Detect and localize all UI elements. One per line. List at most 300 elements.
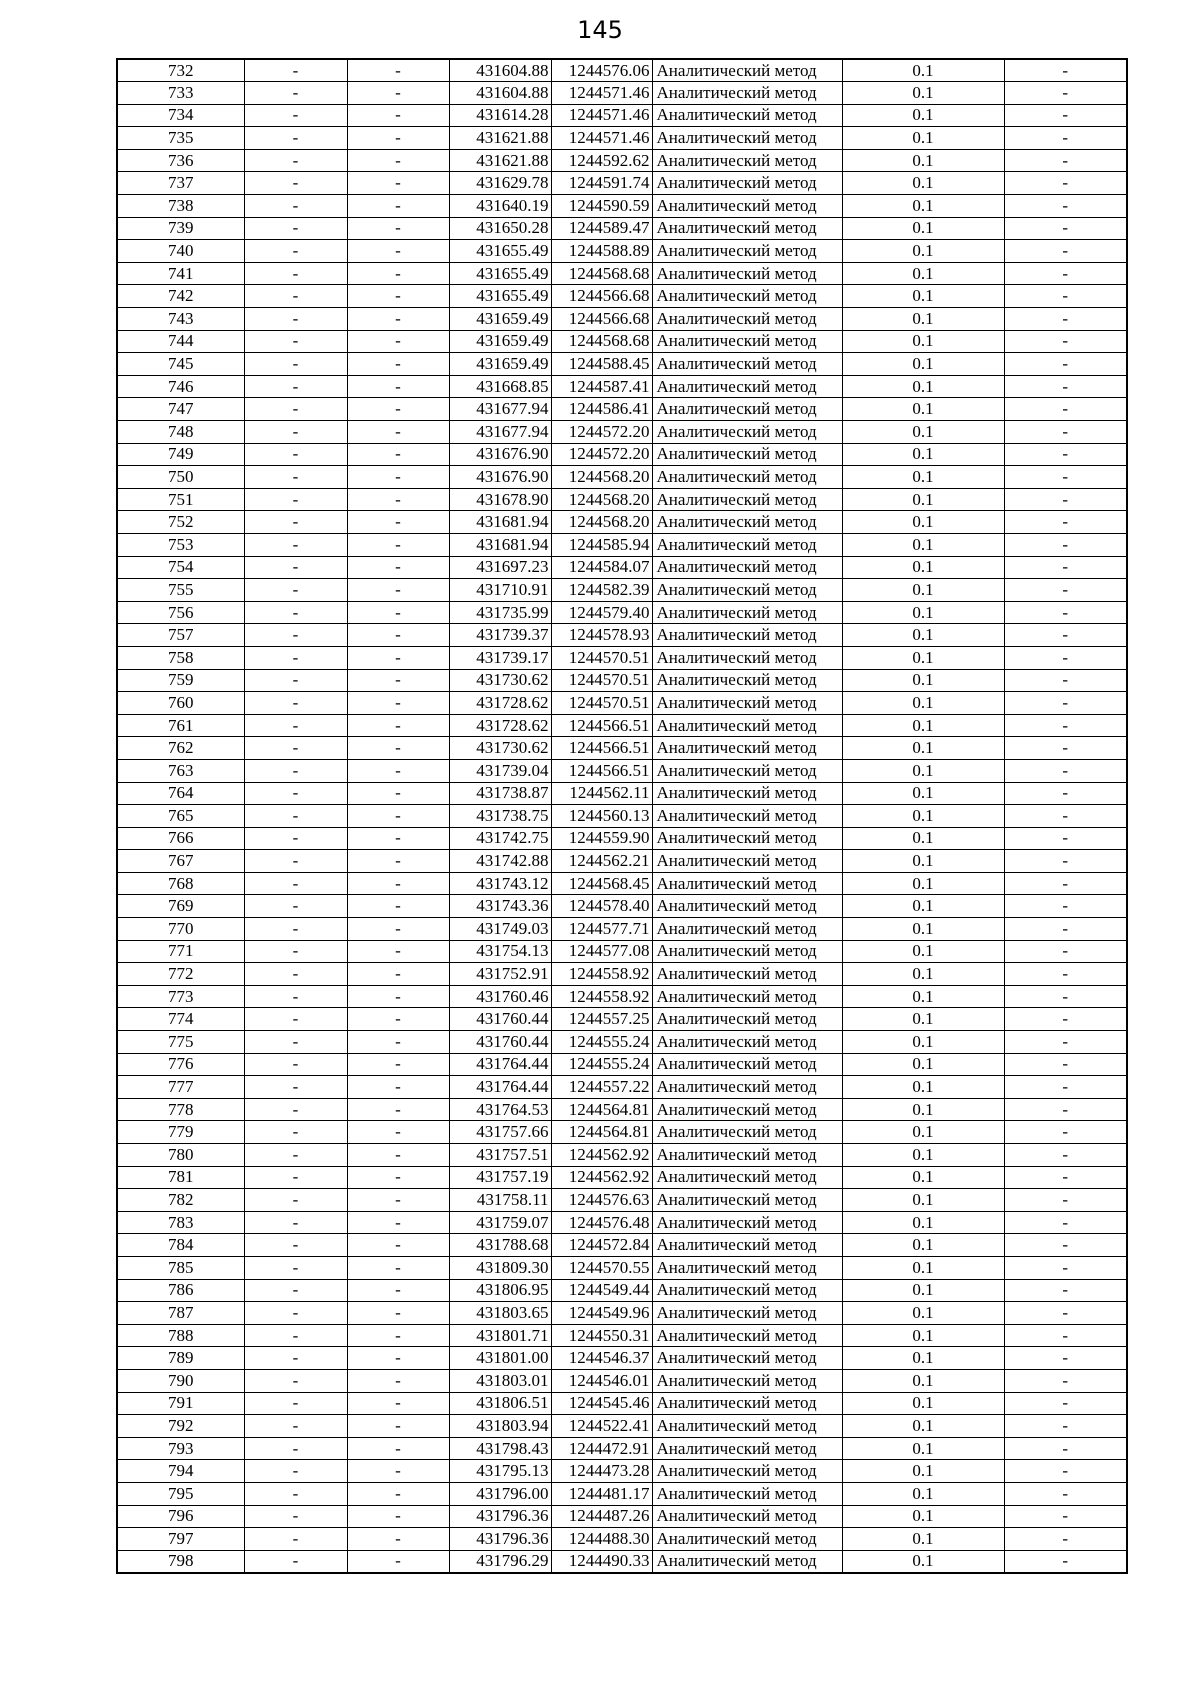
description-cell: - — [1004, 1008, 1127, 1031]
empty-cell-1: - — [244, 217, 347, 240]
method-cell: Аналитический метод — [652, 963, 842, 986]
point-number-cell: 782 — [117, 1189, 244, 1212]
description-cell: - — [1004, 443, 1127, 466]
accuracy-cell: 0.1 — [842, 1031, 1004, 1054]
point-number-cell: 732 — [117, 59, 244, 82]
y-coordinate-cell: 1244522.41 — [551, 1415, 652, 1438]
empty-cell-1: - — [244, 262, 347, 285]
description-cell: - — [1004, 646, 1127, 669]
y-coordinate-cell: 1244577.71 — [551, 918, 652, 941]
description-cell: - — [1004, 827, 1127, 850]
accuracy-cell: 0.1 — [842, 669, 1004, 692]
method-cell: Аналитический метод — [652, 1256, 842, 1279]
point-number-cell: 772 — [117, 963, 244, 986]
table-row — [117, 1211, 1127, 1234]
point-number-cell: 766 — [117, 827, 244, 850]
empty-cell-2: - — [347, 1234, 449, 1257]
x-coordinate-cell: 431759.07 — [449, 1211, 551, 1234]
x-coordinate-cell: 431614.28 — [449, 104, 551, 127]
accuracy-cell: 0.1 — [842, 1324, 1004, 1347]
y-coordinate-cell: 1244560.13 — [551, 805, 652, 828]
accuracy-cell: 0.1 — [842, 1437, 1004, 1460]
table-row — [117, 759, 1127, 782]
description-cell: - — [1004, 330, 1127, 353]
method-cell: Аналитический метод — [652, 262, 842, 285]
empty-cell-1: - — [244, 1392, 347, 1415]
x-coordinate-cell: 431743.12 — [449, 872, 551, 895]
x-coordinate-cell: 431676.90 — [449, 443, 551, 466]
description-cell: - — [1004, 624, 1127, 647]
x-coordinate-cell: 431803.65 — [449, 1302, 551, 1325]
x-coordinate-cell: 431697.23 — [449, 556, 551, 579]
x-coordinate-cell: 431760.46 — [449, 985, 551, 1008]
x-coordinate-cell: 431640.19 — [449, 195, 551, 218]
method-cell: Аналитический метод — [652, 308, 842, 331]
table-row — [117, 466, 1127, 489]
empty-cell-1: - — [244, 827, 347, 850]
empty-cell-1: - — [244, 1460, 347, 1483]
description-cell: - — [1004, 940, 1127, 963]
method-cell: Аналитический метод — [652, 737, 842, 760]
accuracy-cell: 0.1 — [842, 895, 1004, 918]
x-coordinate-cell: 431764.44 — [449, 1053, 551, 1076]
accuracy-cell: 0.1 — [842, 149, 1004, 172]
empty-cell-1: - — [244, 353, 347, 376]
description-cell: - — [1004, 692, 1127, 715]
x-coordinate-cell: 431795.13 — [449, 1460, 551, 1483]
table-row — [117, 1166, 1127, 1189]
x-coordinate-cell: 431655.49 — [449, 262, 551, 285]
y-coordinate-cell: 1244588.45 — [551, 353, 652, 376]
point-number-cell: 760 — [117, 692, 244, 715]
empty-cell-1: - — [244, 782, 347, 805]
method-cell: Аналитический метод — [652, 1460, 842, 1483]
method-cell: Аналитический метод — [652, 940, 842, 963]
point-number-cell: 769 — [117, 895, 244, 918]
empty-cell-2: - — [347, 872, 449, 895]
x-coordinate-cell: 431629.78 — [449, 172, 551, 195]
table-row — [117, 714, 1127, 737]
y-coordinate-cell: 1244566.51 — [551, 737, 652, 760]
empty-cell-1: - — [244, 624, 347, 647]
x-coordinate-cell: 431739.04 — [449, 759, 551, 782]
y-coordinate-cell: 1244564.81 — [551, 1121, 652, 1144]
point-number-cell: 796 — [117, 1505, 244, 1528]
accuracy-cell: 0.1 — [842, 82, 1004, 105]
point-number-cell: 737 — [117, 172, 244, 195]
table-row — [117, 1528, 1127, 1551]
table-row — [117, 827, 1127, 850]
accuracy-cell: 0.1 — [842, 1053, 1004, 1076]
empty-cell-1: - — [244, 1347, 347, 1370]
method-cell: Аналитический метод — [652, 1144, 842, 1167]
table-row — [117, 872, 1127, 895]
table-row — [117, 895, 1127, 918]
method-cell: Аналитический метод — [652, 82, 842, 105]
table-row — [117, 1369, 1127, 1392]
point-number-cell: 744 — [117, 330, 244, 353]
description-cell: - — [1004, 1324, 1127, 1347]
method-cell: Аналитический метод — [652, 1415, 842, 1438]
y-coordinate-cell: 1244588.89 — [551, 240, 652, 263]
table-row — [117, 579, 1127, 602]
x-coordinate-cell: 431801.71 — [449, 1324, 551, 1347]
accuracy-cell: 0.1 — [842, 1008, 1004, 1031]
point-number-cell: 757 — [117, 624, 244, 647]
empty-cell-1: - — [244, 1098, 347, 1121]
y-coordinate-cell: 1244578.93 — [551, 624, 652, 647]
point-number-cell: 775 — [117, 1031, 244, 1054]
method-cell: Аналитический метод — [652, 1302, 842, 1325]
y-coordinate-cell: 1244582.39 — [551, 579, 652, 602]
y-coordinate-cell: 1244555.24 — [551, 1053, 652, 1076]
accuracy-cell: 0.1 — [842, 1098, 1004, 1121]
point-number-cell: 753 — [117, 533, 244, 556]
accuracy-cell: 0.1 — [842, 1550, 1004, 1573]
empty-cell-2: - — [347, 624, 449, 647]
description-cell: - — [1004, 782, 1127, 805]
x-coordinate-cell: 431621.88 — [449, 149, 551, 172]
accuracy-cell: 0.1 — [842, 127, 1004, 150]
description-cell: - — [1004, 1031, 1127, 1054]
empty-cell-2: - — [347, 1053, 449, 1076]
description-cell: - — [1004, 872, 1127, 895]
description-cell: - — [1004, 149, 1127, 172]
method-cell: Аналитический метод — [652, 985, 842, 1008]
x-coordinate-cell: 431668.85 — [449, 375, 551, 398]
empty-cell-2: - — [347, 805, 449, 828]
accuracy-cell: 0.1 — [842, 195, 1004, 218]
empty-cell-1: - — [244, 398, 347, 421]
empty-cell-1: - — [244, 1437, 347, 1460]
method-cell: Аналитический метод — [652, 1324, 842, 1347]
method-cell: Аналитический метод — [652, 601, 842, 624]
description-cell: - — [1004, 421, 1127, 444]
description-cell: - — [1004, 511, 1127, 534]
accuracy-cell: 0.1 — [842, 1256, 1004, 1279]
description-cell: - — [1004, 1234, 1127, 1257]
x-coordinate-cell: 431676.90 — [449, 466, 551, 489]
point-number-cell: 749 — [117, 443, 244, 466]
point-number-cell: 783 — [117, 1211, 244, 1234]
empty-cell-2: - — [347, 308, 449, 331]
x-coordinate-cell: 431728.62 — [449, 714, 551, 737]
empty-cell-1: - — [244, 330, 347, 353]
x-coordinate-cell: 431738.75 — [449, 805, 551, 828]
accuracy-cell: 0.1 — [842, 624, 1004, 647]
x-coordinate-cell: 431678.90 — [449, 488, 551, 511]
accuracy-cell: 0.1 — [842, 850, 1004, 873]
table-row — [117, 601, 1127, 624]
table-row — [117, 1098, 1127, 1121]
method-cell: Аналитический метод — [652, 1031, 842, 1054]
point-number-cell: 735 — [117, 127, 244, 150]
accuracy-cell: 0.1 — [842, 308, 1004, 331]
description-cell: - — [1004, 533, 1127, 556]
method-cell: Аналитический метод — [652, 466, 842, 489]
accuracy-cell: 0.1 — [842, 1392, 1004, 1415]
empty-cell-2: - — [347, 1437, 449, 1460]
empty-cell-2: - — [347, 692, 449, 715]
empty-cell-2: - — [347, 398, 449, 421]
point-number-cell: 746 — [117, 375, 244, 398]
method-cell: Аналитический метод — [652, 895, 842, 918]
empty-cell-1: - — [244, 1528, 347, 1551]
point-number-cell: 780 — [117, 1144, 244, 1167]
method-cell: Аналитический метод — [652, 285, 842, 308]
empty-cell-1: - — [244, 1324, 347, 1347]
empty-cell-2: - — [347, 918, 449, 941]
point-number-cell: 743 — [117, 308, 244, 331]
empty-cell-2: - — [347, 579, 449, 602]
table-row — [117, 782, 1127, 805]
empty-cell-2: - — [347, 1347, 449, 1370]
accuracy-cell: 0.1 — [842, 1528, 1004, 1551]
point-number-cell: 793 — [117, 1437, 244, 1460]
table-row — [117, 511, 1127, 534]
x-coordinate-cell: 431621.88 — [449, 127, 551, 150]
empty-cell-1: - — [244, 872, 347, 895]
method-cell: Аналитический метод — [652, 1211, 842, 1234]
y-coordinate-cell: 1244490.33 — [551, 1550, 652, 1573]
accuracy-cell: 0.1 — [842, 940, 1004, 963]
description-cell: - — [1004, 1460, 1127, 1483]
point-number-cell: 798 — [117, 1550, 244, 1573]
y-coordinate-cell: 1244570.51 — [551, 646, 652, 669]
y-coordinate-cell: 1244555.24 — [551, 1031, 652, 1054]
empty-cell-1: - — [244, 195, 347, 218]
empty-cell-1: - — [244, 963, 347, 986]
table-row — [117, 262, 1127, 285]
y-coordinate-cell: 1244576.06 — [551, 59, 652, 82]
empty-cell-2: - — [347, 82, 449, 105]
x-coordinate-cell: 431730.62 — [449, 737, 551, 760]
table-row — [117, 1392, 1127, 1415]
x-coordinate-cell: 431806.95 — [449, 1279, 551, 1302]
point-number-cell: 765 — [117, 805, 244, 828]
table-row — [117, 805, 1127, 828]
accuracy-cell: 0.1 — [842, 511, 1004, 534]
empty-cell-1: - — [244, 285, 347, 308]
accuracy-cell: 0.1 — [842, 1460, 1004, 1483]
empty-cell-2: - — [347, 217, 449, 240]
empty-cell-2: - — [347, 737, 449, 760]
x-coordinate-cell: 431796.36 — [449, 1505, 551, 1528]
method-cell: Аналитический метод — [652, 1053, 842, 1076]
empty-cell-1: - — [244, 1415, 347, 1438]
x-coordinate-cell: 431788.68 — [449, 1234, 551, 1257]
description-cell: - — [1004, 895, 1127, 918]
description-cell: - — [1004, 217, 1127, 240]
accuracy-cell: 0.1 — [842, 240, 1004, 263]
empty-cell-1: - — [244, 375, 347, 398]
empty-cell-2: - — [347, 646, 449, 669]
x-coordinate-cell: 431650.28 — [449, 217, 551, 240]
y-coordinate-cell: 1244568.68 — [551, 330, 652, 353]
accuracy-cell: 0.1 — [842, 1234, 1004, 1257]
description-cell: - — [1004, 1347, 1127, 1370]
accuracy-cell: 0.1 — [842, 601, 1004, 624]
table-row — [117, 624, 1127, 647]
method-cell: Аналитический метод — [652, 1392, 842, 1415]
point-number-cell: 788 — [117, 1324, 244, 1347]
x-coordinate-cell: 431730.62 — [449, 669, 551, 692]
table-row — [117, 556, 1127, 579]
point-number-cell: 733 — [117, 82, 244, 105]
accuracy-cell: 0.1 — [842, 443, 1004, 466]
x-coordinate-cell: 431749.03 — [449, 918, 551, 941]
method-cell: Аналитический метод — [652, 511, 842, 534]
description-cell: - — [1004, 1256, 1127, 1279]
empty-cell-1: - — [244, 59, 347, 82]
empty-cell-1: - — [244, 556, 347, 579]
accuracy-cell: 0.1 — [842, 782, 1004, 805]
description-cell: - — [1004, 1550, 1127, 1573]
method-cell: Аналитический метод — [652, 646, 842, 669]
empty-cell-2: - — [347, 782, 449, 805]
table-row — [117, 1415, 1127, 1438]
description-cell: - — [1004, 1189, 1127, 1212]
method-cell: Аналитический метод — [652, 533, 842, 556]
y-coordinate-cell: 1244568.20 — [551, 511, 652, 534]
table-row — [117, 1144, 1127, 1167]
x-coordinate-cell: 431742.88 — [449, 850, 551, 873]
x-coordinate-cell: 431757.66 — [449, 1121, 551, 1144]
empty-cell-2: - — [347, 1211, 449, 1234]
accuracy-cell: 0.1 — [842, 985, 1004, 1008]
table-row — [117, 1460, 1127, 1483]
accuracy-cell: 0.1 — [842, 1166, 1004, 1189]
point-number-cell: 738 — [117, 195, 244, 218]
point-number-cell: 754 — [117, 556, 244, 579]
table-row — [117, 443, 1127, 466]
empty-cell-1: - — [244, 579, 347, 602]
empty-cell-1: - — [244, 1211, 347, 1234]
table-row — [117, 353, 1127, 376]
table-row — [117, 1550, 1127, 1573]
accuracy-cell: 0.1 — [842, 1302, 1004, 1325]
accuracy-cell: 0.1 — [842, 827, 1004, 850]
table-row — [117, 240, 1127, 263]
y-coordinate-cell: 1244566.68 — [551, 285, 652, 308]
description-cell: - — [1004, 579, 1127, 602]
point-number-cell: 770 — [117, 918, 244, 941]
description-cell: - — [1004, 488, 1127, 511]
empty-cell-1: - — [244, 692, 347, 715]
empty-cell-1: - — [244, 466, 347, 489]
method-cell: Аналитический метод — [652, 1098, 842, 1121]
empty-cell-1: - — [244, 240, 347, 263]
point-number-cell: 742 — [117, 285, 244, 308]
empty-cell-2: - — [347, 669, 449, 692]
table-row — [117, 1279, 1127, 1302]
table-row — [117, 285, 1127, 308]
point-number-cell: 795 — [117, 1482, 244, 1505]
accuracy-cell: 0.1 — [842, 421, 1004, 444]
description-cell: - — [1004, 1415, 1127, 1438]
description-cell: - — [1004, 240, 1127, 263]
empty-cell-1: - — [244, 1256, 347, 1279]
empty-cell-2: - — [347, 149, 449, 172]
empty-cell-2: - — [347, 1031, 449, 1054]
table-row — [117, 1302, 1127, 1325]
description-cell: - — [1004, 104, 1127, 127]
empty-cell-2: - — [347, 240, 449, 263]
x-coordinate-cell: 431796.29 — [449, 1550, 551, 1573]
empty-cell-1: - — [244, 421, 347, 444]
empty-cell-2: - — [347, 714, 449, 737]
y-coordinate-cell: 1244591.74 — [551, 172, 652, 195]
y-coordinate-cell: 1244571.46 — [551, 104, 652, 127]
y-coordinate-cell: 1244572.20 — [551, 421, 652, 444]
accuracy-cell: 0.1 — [842, 466, 1004, 489]
description-cell: - — [1004, 1482, 1127, 1505]
method-cell: Аналитический метод — [652, 1279, 842, 1302]
empty-cell-2: - — [347, 1392, 449, 1415]
description-cell: - — [1004, 850, 1127, 873]
table-row — [117, 82, 1127, 105]
description-cell: - — [1004, 308, 1127, 331]
x-coordinate-cell: 431796.00 — [449, 1482, 551, 1505]
description-cell: - — [1004, 1279, 1127, 1302]
method-cell: Аналитический метод — [652, 850, 842, 873]
x-coordinate-cell: 431764.53 — [449, 1098, 551, 1121]
description-cell: - — [1004, 127, 1127, 150]
y-coordinate-cell: 1244473.28 — [551, 1460, 652, 1483]
empty-cell-1: - — [244, 82, 347, 105]
empty-cell-1: - — [244, 1121, 347, 1144]
description-cell: - — [1004, 963, 1127, 986]
x-coordinate-cell: 431742.75 — [449, 827, 551, 850]
table-row — [117, 1008, 1127, 1031]
accuracy-cell: 0.1 — [842, 1189, 1004, 1212]
method-cell: Аналитический метод — [652, 59, 842, 82]
x-coordinate-cell: 431681.94 — [449, 511, 551, 534]
method-cell: Аналитический метод — [652, 172, 842, 195]
accuracy-cell: 0.1 — [842, 104, 1004, 127]
empty-cell-1: - — [244, 940, 347, 963]
y-coordinate-cell: 1244566.51 — [551, 759, 652, 782]
table-row — [117, 1031, 1127, 1054]
x-coordinate-cell: 431752.91 — [449, 963, 551, 986]
description-cell: - — [1004, 1392, 1127, 1415]
method-cell: Аналитический метод — [652, 443, 842, 466]
empty-cell-1: - — [244, 1369, 347, 1392]
method-cell: Аналитический метод — [652, 714, 842, 737]
empty-cell-2: - — [347, 1324, 449, 1347]
table-row — [117, 737, 1127, 760]
empty-cell-1: - — [244, 759, 347, 782]
empty-cell-2: - — [347, 759, 449, 782]
description-cell: - — [1004, 714, 1127, 737]
empty-cell-2: - — [347, 285, 449, 308]
empty-cell-2: - — [347, 488, 449, 511]
table-row — [117, 963, 1127, 986]
description-cell: - — [1004, 466, 1127, 489]
description-cell: - — [1004, 759, 1127, 782]
y-coordinate-cell: 1244589.47 — [551, 217, 652, 240]
y-coordinate-cell: 1244578.40 — [551, 895, 652, 918]
point-number-cell: 778 — [117, 1098, 244, 1121]
method-cell: Аналитический метод — [652, 1369, 842, 1392]
y-coordinate-cell: 1244549.44 — [551, 1279, 652, 1302]
empty-cell-1: - — [244, 601, 347, 624]
empty-cell-1: - — [244, 172, 347, 195]
empty-cell-2: - — [347, 1460, 449, 1483]
y-coordinate-cell: 1244564.81 — [551, 1098, 652, 1121]
description-cell: - — [1004, 1302, 1127, 1325]
x-coordinate-cell: 431757.19 — [449, 1166, 551, 1189]
